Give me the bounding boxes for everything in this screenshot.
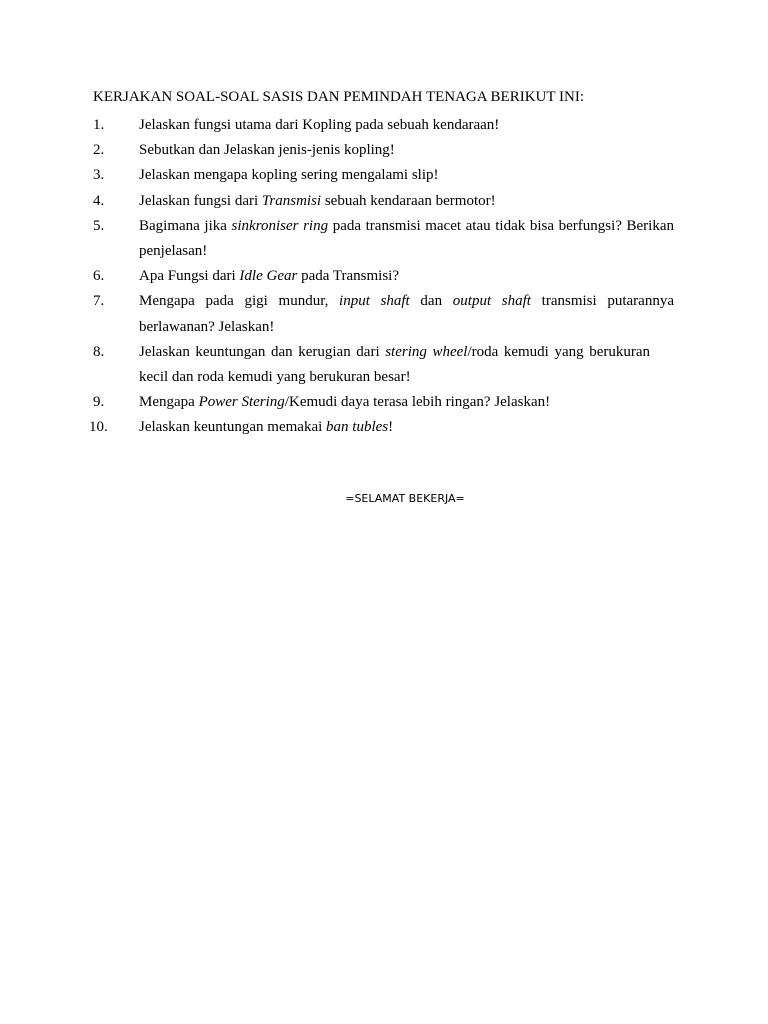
question-item-10	[89, 415, 674, 440]
question-item-5	[93, 214, 674, 264]
question-text: dan	[409, 293, 453, 310]
question-term: Idle Gear	[239, 268, 298, 285]
question-term: Transmisi	[261, 192, 322, 209]
question-term: output shaft	[452, 293, 531, 310]
question-list	[89, 113, 674, 441]
question-text: Sebutkan dan Jelaskan jenis-jenis kopling!	[139, 142, 395, 159]
question-text: Apa Fungsi dari	[139, 268, 240, 285]
question-term: ban tubles	[326, 419, 389, 436]
question-term: Power Stering	[198, 394, 285, 411]
question-number: 2.	[93, 142, 105, 159]
question-number: 9.	[93, 394, 105, 411]
question-number: 1.	[93, 117, 105, 133]
question-term: input shaft	[339, 293, 410, 310]
question-number: 3.	[93, 167, 105, 184]
document-title: KERJAKAN SOAL-SOAL SASIS DAN PEMINDAH TENAGA BERIKUT INI:	[93, 89, 584, 105]
question-number: 6.	[93, 268, 105, 285]
question-item-6	[93, 264, 674, 289]
question-term: stering wheel	[385, 343, 468, 360]
question-number: 7.	[93, 293, 105, 310]
question-number: 5.	[93, 217, 105, 234]
question-term: sinkroniser ring	[231, 217, 329, 234]
question-number: 8.	[93, 343, 105, 360]
question-text: !	[388, 419, 394, 436]
question-number: 4.	[93, 192, 105, 209]
question-item-8	[93, 340, 674, 390]
question-text: Jelaskan fungsi dari	[139, 192, 262, 209]
closing-text: =SELAMAT BEKERJA=	[345, 492, 465, 505]
question-item-3	[93, 163, 674, 188]
question-text: Jelaskan mengapa kopling sering mengalami slip!	[139, 167, 439, 184]
question-text: Jelaskan fungsi utama dari Kopling pada sebuah kendaraan!	[139, 117, 500, 133]
question-text: Mengapa	[139, 394, 199, 411]
question-text: sebuah kendaraan bermotor!	[321, 192, 496, 209]
question-text: Jelaskan keuntungan memakai	[139, 419, 327, 436]
question-item-7	[93, 289, 674, 339]
question-text: Mengapa pada gigi mundur,	[139, 293, 340, 310]
question-text: /roda kemudi yang berukuran kecil dan roda kemudi yang berukuran besar!	[139, 343, 650, 386]
question-text: Bagimana jika	[139, 217, 232, 234]
question-item-2	[93, 138, 674, 163]
question-text: pada transmisi macet atau tidak bisa berfungsi? Berikan penjelasan!	[139, 217, 674, 260]
question-text: pada Transmisi?	[297, 268, 399, 285]
question-item-9	[93, 390, 674, 415]
question-text: transmisi putarannya berlawanan? Jelaskan!	[139, 293, 674, 335]
question-number: 10.	[89, 419, 108, 436]
question-text: /Kemudi daya terasa lebih ringan? Jelaskan!	[284, 394, 551, 411]
question-item-1	[93, 113, 674, 138]
question-text: Jelaskan keuntungan dan kerugian dari	[139, 343, 386, 360]
question-item-4	[93, 189, 674, 214]
